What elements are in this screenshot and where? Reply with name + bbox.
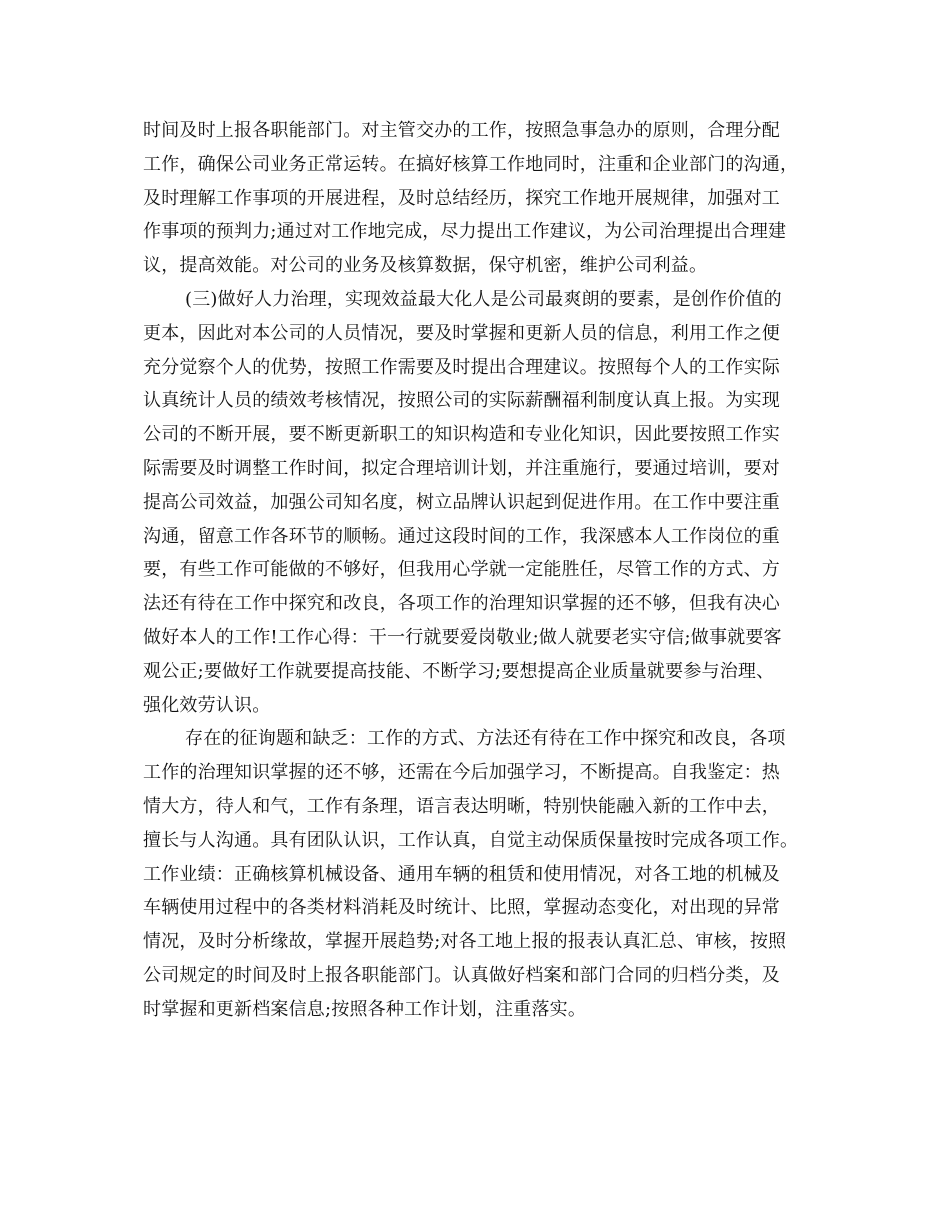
document-body — [143, 114, 808, 1027]
paragraph-1-line-2: 工作，确保公司业务正常运转。在搞好核算工作地同时，注重和企业部门的沟通， — [143, 153, 799, 175]
paragraph-2-line-4: 认真统计人员的绩效考核情况，按照公司的实际薪酬福利制度认真上报。为实现 — [143, 390, 780, 412]
paragraph-2-line-8: 沟通，留意工作各环节的顺畅。通过这段时间的工作，我深感本人工作岗位的重 — [143, 525, 780, 547]
paragraph-3-line-7: 情况，及时分析缘故，掌握开展趋势;对各工地上报的报表认真汇总、审核，按照 — [143, 931, 787, 953]
paragraph-3-line-2: 工作的治理知识掌握的还不够，还需在今后加强学习，不断提高。自我鉴定：热 — [143, 762, 780, 784]
paragraph-2-line-1: (三)做好人力治理，实现效益最大化人是公司最爽朗的要素，是创作价值的 — [185, 288, 782, 310]
paragraph-1-line-5: 议，提高效能。对公司的业务及核算数据，保守机密，维护公司利益。 — [143, 255, 708, 277]
paragraph-2-line-9: 要，有些工作可能做的不够好，但我用心学就一定能胜任，尽管工作的方式、方 — [143, 559, 780, 581]
paragraph-2-line-10: 法还有待在工作中探究和改良，各项工作的治理知识掌握的还不够，但我有决心 — [143, 593, 780, 615]
paragraph-3-line-3: 情大方，待人和气，工作有条理，语言表达明晰，特别快能融入新的工作中去， — [143, 795, 780, 817]
paragraph-2-line-12: 观公正;要做好工作就要提高技能、不断学习;要想提高企业质量就要参与治理、 — [143, 660, 775, 682]
paragraph-1-line-1: 时间及时上报各职能部门。对主管交办的工作，按照急事急办的原则，合理分配 — [143, 120, 780, 141]
paragraph-3-line-1: 存在的征询题和缺乏：工作的方式、方法还有待在工作中探究和改良，各项 — [185, 728, 786, 750]
paragraph-2-line-7: 提高公司效益，加强公司知名度，树立品牌认识起到促进作用。在工作中要注重 — [143, 491, 780, 513]
paragraph-3-line-9: 时掌握和更新档案信息;按照各种工作计划，注重落实。 — [143, 998, 587, 1020]
paragraph-3-line-8: 公司规定的时间及时上报各职能部门。认真做好档案和部门合同的归档分类，及 — [143, 964, 780, 986]
paragraph-3-line-5: 工作业绩：正确核算机械设备、通用车辆的租赁和使用情况，对各工地的机械及 — [143, 863, 780, 885]
paragraph-3-line-6: 车辆使用过程中的各类材料消耗及时统计、比照，掌握动态变化，对出现的异常 — [143, 897, 780, 919]
paragraph-3-line-4: 擅长与人沟通。具有团队认识，工作认真，自觉主动保质保量按时完成各项工作。 — [143, 829, 799, 851]
paragraph-2-line-13: 强化效劳认识。 — [143, 694, 271, 716]
paragraph-2-line-5: 公司的不断开展，要不断更新职工的知识构造和专业化知识，因此要按照工作实 — [143, 424, 780, 446]
paragraph-2-line-6: 际需要及时调整工作时间，拟定合理培训计划，并注重施行，要通过培训，要对 — [143, 457, 780, 479]
paragraph-1-line-3: 及时理解工作事项的开展进程，及时总结经历，探究工作地开展规律，加强对工 — [143, 187, 780, 209]
paragraph-2-line-2: 更本，因此对本公司的人员情况，要及时掌握和更新人员的信息，利用工作之便 — [143, 322, 780, 344]
paragraph-2-line-3: 充分觉察个人的优势，按照工作需要及时提出合理建议。按照每个人的工作实际 — [143, 356, 780, 378]
paragraph-1-line-4: 作事项的预判力;通过对工作地完成，尽力提出工作建议，为公司治理提出合理建 — [143, 221, 787, 243]
paragraph-2-line-11: 做好本人的工作!工作心得：干一行就要爱岗敬业;做人就要老实守信;做事就要客 — [143, 626, 782, 648]
